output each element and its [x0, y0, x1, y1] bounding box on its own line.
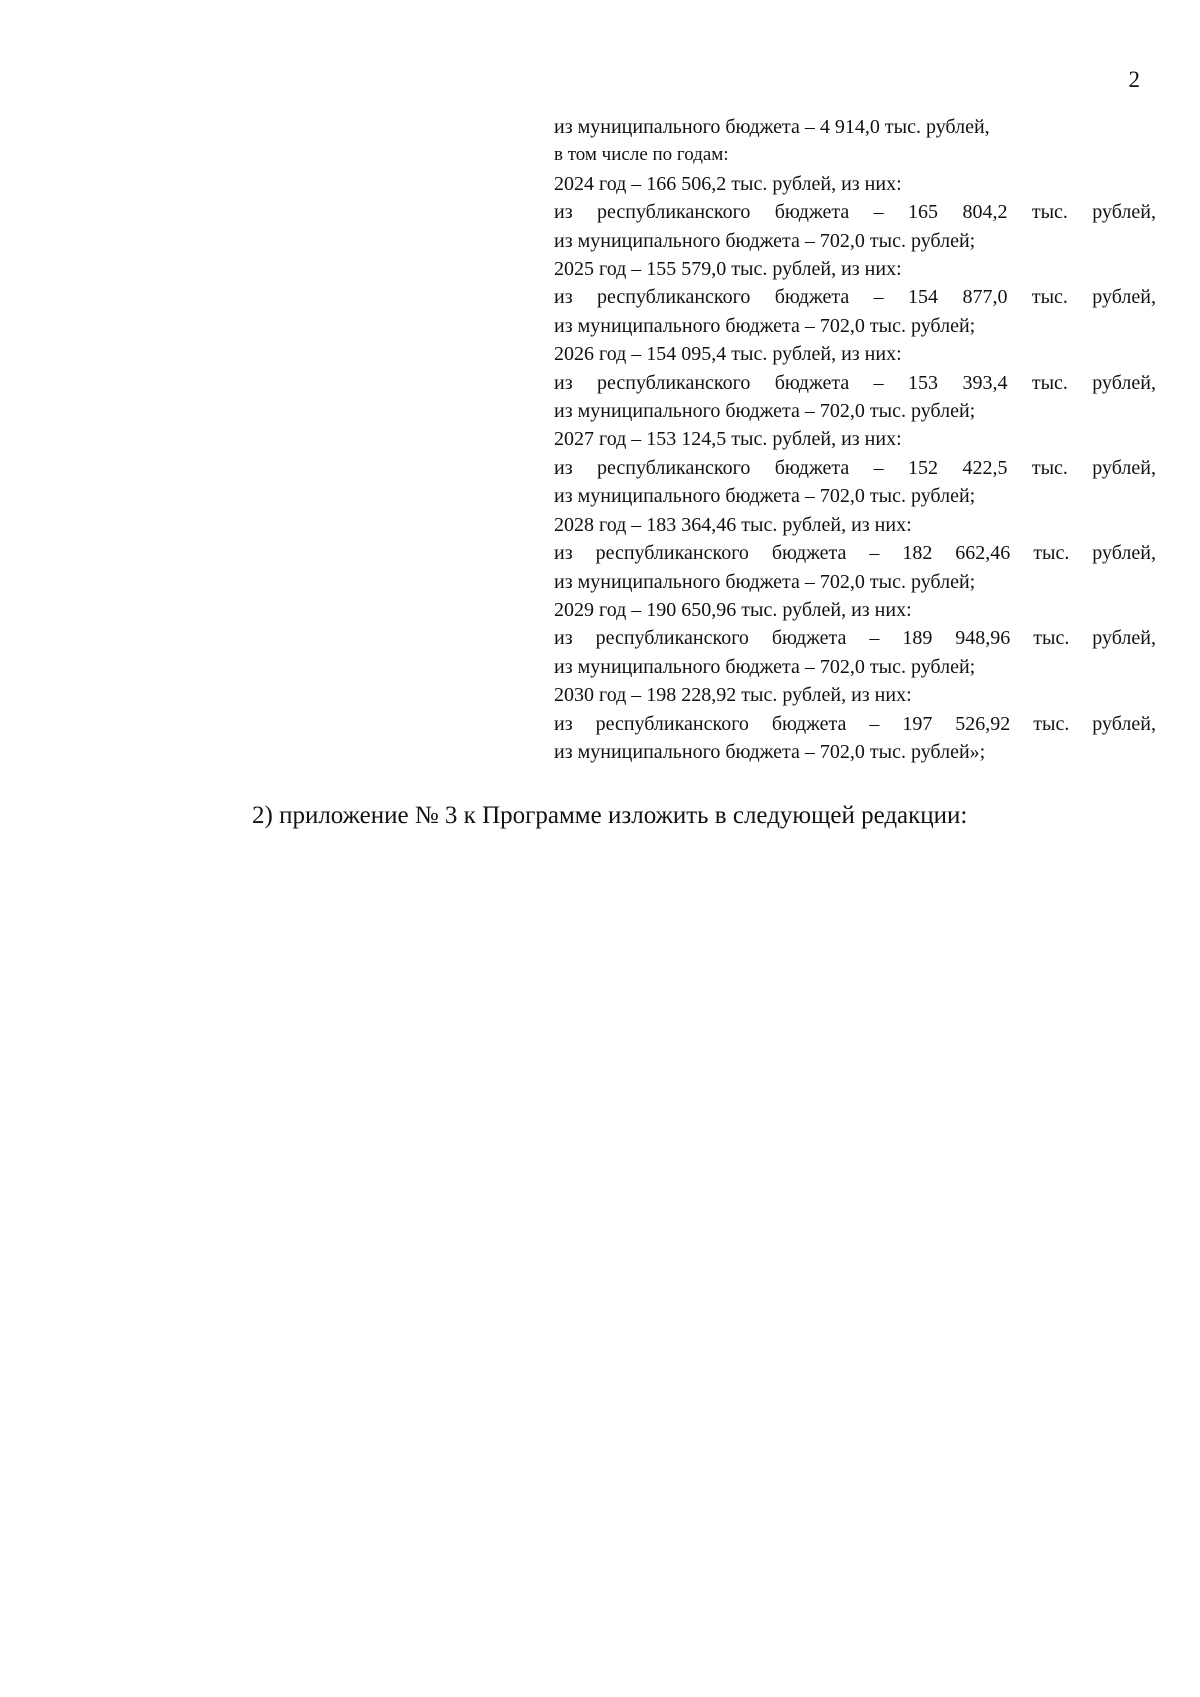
financing-line: из муниципального бюджета – 702,0 тыс. рублей; — [554, 314, 976, 337]
financing-line: из республиканского бюджета – 153 393,4 тыс. рублей, — [554, 371, 1156, 394]
item-paragraph: 2) приложение № 3 к Программе изложить в следующей редакции: — [252, 802, 968, 829]
financing-line: из муниципального бюджета – 702,0 тыс. рублей»; — [554, 740, 986, 763]
financing-line: в том числе по годам: — [554, 144, 729, 166]
financing-line: из муниципального бюджета – 702,0 тыс. рублей; — [554, 485, 976, 508]
financing-line: 2028 год – 183 364,46 тыс. рублей, из них: — [554, 513, 912, 536]
financing-line: из муниципального бюджета – 702,0 тыс. рублей; — [554, 655, 976, 678]
financing-line: из республиканского бюджета – 182 662,46 тыс. рублей, — [554, 542, 1156, 565]
financing-line: 2024 год – 166 506,2 тыс. рублей, из них: — [554, 172, 902, 195]
financing-block — [554, 113, 1156, 766]
financing-line: из республиканского бюджета – 189 948,96 тыс. рублей, — [554, 627, 1156, 650]
financing-line: из муниципального бюджета – 702,0 тыс. рублей; — [554, 570, 976, 593]
page-number: 2 — [1128, 67, 1140, 92]
financing-line: 2026 год – 154 095,4 тыс. рублей, из них: — [554, 343, 902, 366]
financing-line: 2027 год – 153 124,5 тыс. рублей, из них: — [554, 428, 902, 451]
financing-line: 2030 год – 198 228,92 тыс. рублей, из них: — [554, 684, 912, 707]
financing-line: из республиканского бюджета – 154 877,0 тыс. рублей, — [554, 286, 1156, 309]
financing-line: из республиканского бюджета – 165 804,2 тыс. рублей, — [554, 201, 1156, 224]
financing-line: 2025 год – 155 579,0 тыс. рублей, из них: — [554, 258, 902, 281]
financing-line: из республиканского бюджета – 152 422,5 тыс. рублей, — [554, 456, 1156, 479]
financing-line: из муниципального бюджета – 702,0 тыс. рублей; — [554, 229, 976, 252]
financing-line: из муниципального бюджета – 702,0 тыс. рублей; — [554, 400, 976, 423]
financing-line: из муниципального бюджета – 4 914,0 тыс. рублей, — [554, 116, 990, 138]
financing-line: 2029 год – 190 650,96 тыс. рублей, из них: — [554, 598, 912, 621]
financing-line: из республиканского бюджета – 197 526,92 тыс. рублей, — [554, 712, 1156, 735]
